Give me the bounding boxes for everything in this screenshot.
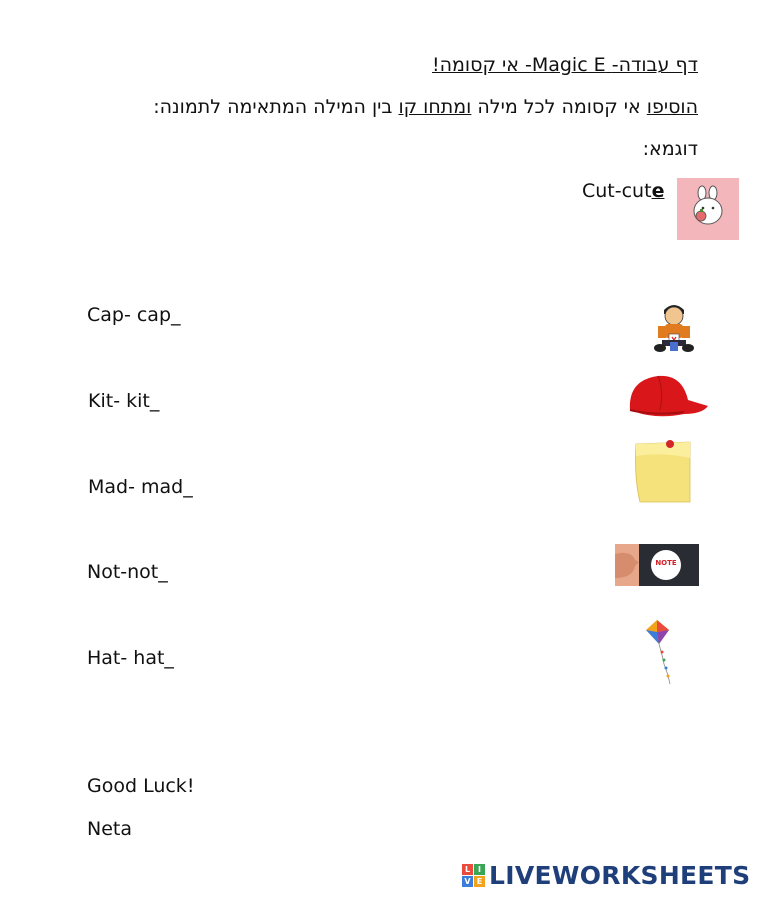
brand-grid-icon bbox=[462, 864, 485, 887]
brand-name: LIVEWORKSHEETS bbox=[489, 861, 751, 890]
brand-letter-i: I bbox=[474, 864, 485, 875]
instruction-end: בין המילה המתאימה לתמונה: bbox=[153, 96, 399, 118]
note-icon bbox=[632, 438, 694, 504]
boy-icon bbox=[650, 300, 698, 354]
signature-text: Neta bbox=[87, 818, 132, 840]
bunny-icon bbox=[677, 178, 739, 240]
brand-letter-e: E bbox=[474, 876, 485, 887]
instruction-mid: אי קסומה לכל מילה bbox=[471, 96, 647, 118]
title-hebrew-part2: - אי קסומה! bbox=[432, 54, 532, 76]
instruction-text bbox=[153, 96, 698, 118]
word-kit: Kit- kit_ bbox=[88, 390, 160, 412]
example-word bbox=[582, 180, 664, 202]
word-cap: Cap- cap_ bbox=[87, 304, 181, 326]
speech-icon bbox=[615, 544, 699, 586]
word-not: Not-not_ bbox=[87, 561, 168, 583]
brand-letter-l: L bbox=[462, 864, 473, 875]
speech-caption: NOTE bbox=[655, 559, 677, 567]
word-mad: Mad- mad_ bbox=[88, 476, 193, 498]
example-word-base: Cut-cut bbox=[582, 180, 652, 202]
brand-letter-v: V bbox=[462, 876, 473, 887]
word-hat: Hat- hat_ bbox=[87, 647, 174, 669]
instruction-add: הוסיפו bbox=[646, 96, 698, 118]
title-hebrew-part1: דף עבודה- bbox=[611, 54, 698, 76]
example-label: דוגמא: bbox=[642, 138, 698, 160]
instruction-draw-line: ומתחו קו bbox=[398, 96, 472, 118]
cap-icon bbox=[624, 370, 712, 426]
good-luck-text: Good Luck! bbox=[87, 775, 195, 797]
kite-icon bbox=[642, 618, 678, 686]
page-title bbox=[432, 54, 698, 76]
liveworksheets-logo[interactable] bbox=[462, 861, 750, 890]
title-magic-e: Magic E bbox=[531, 54, 606, 76]
example-word-suffix: e bbox=[651, 180, 665, 202]
